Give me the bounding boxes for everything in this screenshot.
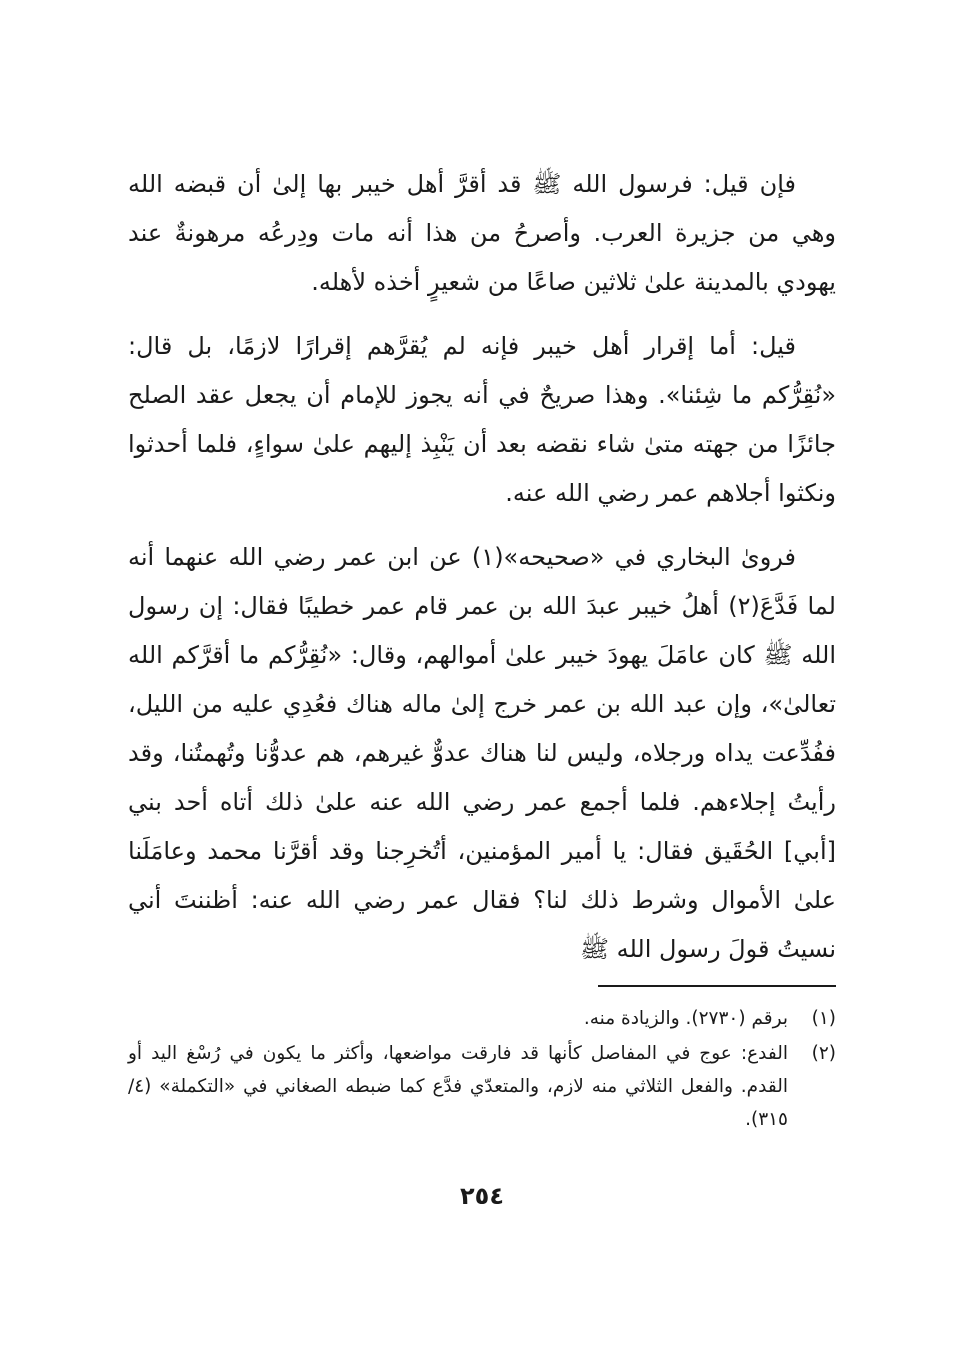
footnote-number: (٢) [811,1043,836,1064]
main-text [128,160,836,989]
footnotes [128,1002,836,1138]
paragraph-1: فإن قيل: فرسول الله ﷺ قد أقرَّ أهل خيبر بها إلىٰ أن قبضه الله وهي من جزيرة العرب. وأصرحُ من هذا أنه مات ودِرعُه مرهونةٌ عند يهودي بالمدينة علىٰ ثلاثين صاعًا من شعيرٍ أخذه لأهله. [128,170,836,296]
footnote-text: الفدع: عوج في المفاصل كأنها قد فارقت مواضعها، وأكثر ما يكون في رُسْغ اليد أو القدم. والفعل الثلاثي منه لازم، والمتعدّي فدَّع كما ضبطه الصغاني في «التكملة» (٤/ ٣١٥). [128,1043,788,1130]
paragraph-2: قيل: أما إقرار أهل خيبر فإنه لم يُقرَّهم إقرارًا لازمًا، بل قال: «نُقِرُّكم ما شِئنا». وهذا صريحٌ في أنه يجوز للإمام أن يجعل عقد الصلح جائزًا من جهته متىٰ شاء نقضه بعد أن يَنْبِذ إليهم علىٰ سواءٍ، فلما أحدثوا ونكثوا أجلاهم عمر رضي الله عنه. [128,332,836,507]
page-number: ٢٥٤ [460,1182,504,1210]
footnote-divider [598,985,836,987]
footnote-number: (١) [811,1008,836,1029]
footnote-1 [128,1002,836,1035]
paragraph-3: فروىٰ البخاري في «صحيحه»(١) عن ابن عمر رضي الله عنهما أنه لما فَدَّعَ(٢) أهلُ خيبر عبدَ الله بن عمر قام عمر خطيبًا فقال: إن رسول الله ﷺ كان عامَلَ يهودَ خيبر علىٰ أموالهم، وقال: «نُقِرُّكم ما أقرَّكم الله تعالىٰ»، وإن عبد الله بن عمر خرج إلىٰ ماله هناك فعُدِي عليه من الليل، ففُدِّعت يداه ورجلاه، وليس لنا هناك عدوٌّ غيرهم، هم عدوُّنا وتُهمتُنا، وقد رأيتُ إجلاءهم. فلما أجمع عمر رضي الله عنه علىٰ ذلك أتاه أحد بني [أبي] الحُقَيق فقال: يا أمير المؤمنين، أتُخرِجنا وقد أقرَّنا محمد وعامَلَنا علىٰ الأموال وشرط ذلك لنا؟ فقال عمر رضي الله عنه: أظننتَ أني نسيتُ قولَ رسول الله ﷺ [128,543,836,963]
footnote-text: برقم (٢٧٣٠). والزيادة منه. [583,1008,788,1029]
footnote-2 [128,1037,836,1136]
